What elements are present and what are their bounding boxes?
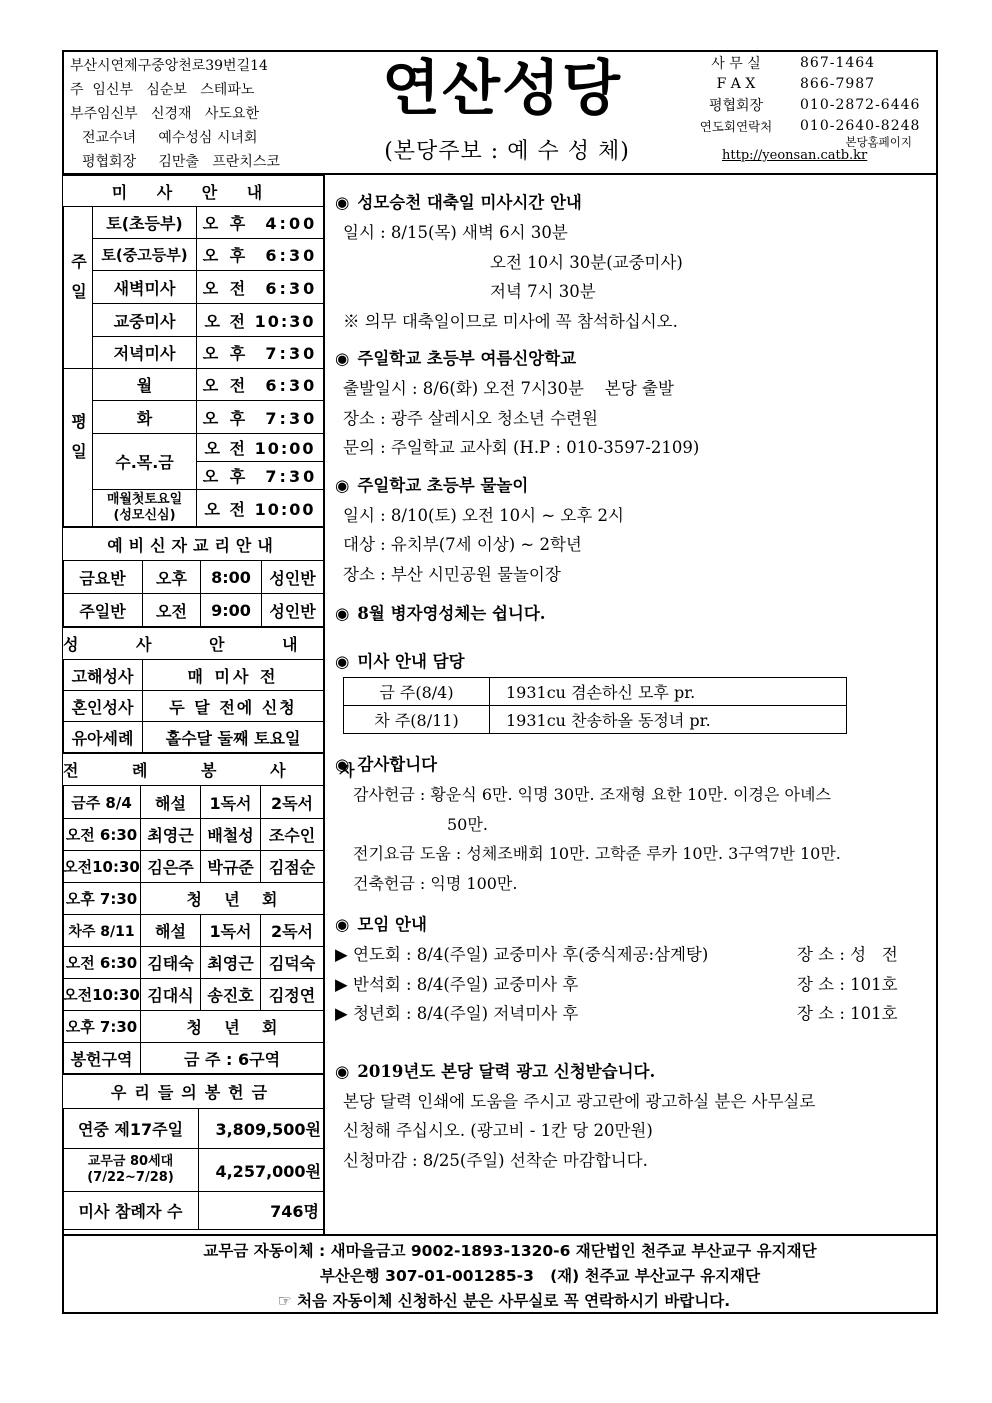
server-name: 김태숙 [141,947,201,979]
notice-line: 본당 달력 인쇄에 도움을 주시고 광고란에 광고하실 분은 사무실로 [343,1091,816,1111]
notice-line: 감사헌금 : 황운식 6만. 익명 30만. 조재형 요한 10만. 이경은 아녜스 [353,785,831,804]
server-name: 김점순 [261,851,324,883]
duty-legion: 1931cu 겸손하신 모후 pr. [490,678,847,706]
sunday-mass-name: 저녁미사 [93,337,197,369]
duty-week: 차 주(8/11) [344,706,490,734]
notice-line: 대상 : 유치부(7세 이상) ~ 2학년 [343,535,582,554]
notice-title: ◉ 성모승천 대축일 미사시간 안내 [335,188,931,218]
servers-time: 오전10:30 [63,851,141,883]
notice-title: ◉ 미사 안내 담당 [335,647,931,677]
sunday-mass-time: 오 전 10:30 [197,304,324,337]
notice-line: 장소 : 부산 시민공원 물놀이장 [343,564,561,584]
sacraments-table [62,627,324,753]
offerings-title: 우리들의봉헌금 [63,1075,324,1109]
sunday-mass-time: 오 후 4:00 [197,207,324,239]
notice-line: 일시 : 8/10(토) 오전 10시 ~ 오후 2시 [343,505,624,525]
footer [62,1234,938,1314]
servers-col: 2독서 [261,786,324,819]
contact-fax: F A X 866-7987 [716,75,876,92]
sunday-mass-name: 토(중고등부) [93,239,197,271]
offering-name: 교무금 80세대 (7/22~7/28) [63,1149,199,1192]
sunday-mass-time: 오 전 6:30 [197,271,324,304]
pastor: 주 임신부 심순보 스테파노 [70,82,255,98]
notice-title: ◉ 주일학교 초등부 여름신앙학교 [335,344,931,374]
sacrament-name: 유아세례 [63,722,143,753]
contact-notice: ☞ 처음 자동이체 신청하신 분은 사무실로 꼭 연락하시기 바랍니다. [277,1292,731,1310]
offering-name: 연중 제17주일 [63,1109,199,1149]
meeting-row: ▶ 청년회 : 8/4(주일) 저녁미사 후 장 소 : 101호 [335,1004,898,1023]
notice-line: 전기요금 도움 : 성체조배회 10만. 고학준 루카 10만. 3구역7반 10만. [353,844,841,863]
page-subtitle: (본당주보 : 예 수 성 체) [384,139,630,164]
weekday-mass-time: 오 전 6:30 [197,369,324,401]
weekday-label: 평일 [63,369,93,527]
offering-value: 4,257,000원 [199,1149,324,1192]
contact-council: 평협회장 010-2872-6446 [708,96,921,114]
contact-info [682,52,934,163]
server-name: 최영근 [141,819,201,851]
mass-duty-table [343,677,847,734]
server-name: 조수인 [261,819,324,851]
notice-line: 신청해 주십시오. (광고비 - 1칸 당 20만원) [343,1121,653,1140]
sacrament-value: 매 미사 전 [143,660,324,691]
notice-line: 출발일시 : 8/6(화) 오전 7시30분 본당 출발 [343,379,674,398]
header [62,50,938,175]
servers-col: 1독서 [201,915,261,947]
servers-col: 해설 [141,786,201,819]
meeting-row: ▶ 반석회 : 8/4(주일) 교중미사 후 장 소 : 101호 [335,974,898,994]
notice-line: 건축헌금 : 익명 100만. [353,873,518,893]
duty-week: 금 주(8/4) [344,678,490,706]
server-name: 최영근 [201,947,261,979]
sunday-mass-name: 새벽미사 [93,271,197,304]
servers-time: 오후 7:30 [63,883,141,915]
attendance-label: 미사 참례자 수 [63,1192,199,1230]
notice-line: 일시 : 8/15(목) 새벽 6시 30분 [343,223,568,242]
notice-title: ◉ 모임 안내 [335,910,931,940]
class-name: 주일반 [63,594,143,627]
servers-time: 오전10:30 [63,979,141,1011]
notices [335,188,931,1175]
notice-line: 장소 : 광주 살레시오 청소년 수련원 [343,408,598,428]
homepage-link[interactable]: http://yeonsan.catb.kr [722,148,868,163]
sunday-mass-time: 오 후 7:30 [197,337,324,369]
bank-account-info: 부산은행 307-01-001285-3 (재) 천주교 부산교구 유지재단 [319,1267,761,1285]
weekday-mass-time: 오 후 7:30 [197,462,324,490]
server-name: 김정연 [261,979,324,1011]
first-saturday-mass: 매월첫토요일 (성모신심) [93,490,197,527]
offering-area-value: 금 주 : 6구역 [141,1043,324,1074]
contact-funeral: 연도회연락처 010-2640-8248 [699,117,921,134]
bullet-arrow-icon: ▶ [335,945,353,964]
class-time: 8:00 [201,561,262,594]
offerings-table [62,1074,324,1230]
notice-title: ◉ 감사합니다 [335,750,931,780]
servers-col: 1독서 [201,786,261,819]
server-name: 김대식 [141,979,201,1011]
sister: 전교수녀 예수성심 시녀회 [82,130,258,146]
class-name: 금요반 [63,561,143,594]
class-time: 9:00 [201,594,262,627]
left-table [62,175,324,527]
server-name: 배철성 [201,819,261,851]
servers-title: 전 례 봉 사 자 [63,754,324,786]
notice-title: ◉ 8월 병자영성체는 쉽니다. [335,599,931,629]
server-group: 청 년 회 [141,1011,324,1043]
servers-col: 해설 [141,915,201,947]
servers-week: 차주 8/11 [63,915,141,947]
duty-legion: 1931cu 찬송하올 동정녀 pr. [490,706,847,734]
homepage-label: 본당홈페이지 [845,135,912,149]
auto-transfer-info: 교무금 자동이체 : 새마을금고 9002-1893-1320-6 재단법인 천주교 부산교구 유지재단 [203,1242,817,1260]
notice-title: ◉ 주일학교 초등부 물놀이 [335,471,931,501]
parish-info [70,54,332,174]
left-column [62,175,379,1234]
class-target: 성인반 [262,594,324,627]
notice-line: 오전 10시 30분(교중미사) [490,252,683,272]
notice-line: 저녁 7시 30분 [490,282,596,301]
notice-line: 문의 : 주일학교 교사회 (H.P : 010-3597-2109) [343,438,700,457]
server-name: 김은주 [141,851,201,883]
server-name: 박규준 [201,851,261,883]
servers-table [62,753,379,1074]
weekday-mass-name: 화 [93,401,197,434]
sunday-mass-time: 오 후 6:30 [197,239,324,271]
sunday-mass-name: 토(초등부) [93,207,197,239]
notice-line: 신청마감 : 8/25(주일) 선착순 마감합니다. [343,1150,648,1170]
weekday-mass-time: 오 전 10:00 [197,434,324,462]
address: 부산시연제구중앙천로39번길14 [70,58,268,74]
servers-time: 오전 6:30 [63,819,141,851]
sacraments-title: 성 사 안 내 [63,628,324,660]
weekday-mass-time: 오 후 7:30 [197,401,324,434]
sunday-mass-name: 교중미사 [93,304,197,337]
offering-area-label: 봉헌구역 [63,1043,141,1074]
servers-time: 오전 6:30 [63,947,141,979]
notice-line: 50만. [447,814,488,834]
weekday-mass-name: 월 [93,369,197,401]
weekday-mass-name: 수.목.금 [93,434,197,490]
servers-time: 오후 7:30 [63,1011,141,1043]
server-group: 청 년 회 [141,883,324,915]
notice-line: ※ 의무 대축일이므로 미사에 꼭 참석하십시오. [343,311,678,331]
class-target: 성인반 [262,561,324,594]
sunday-label: 주일 [63,207,93,369]
catechumen-table [62,527,324,627]
attendance-value: 746명 [199,1192,324,1230]
mass-guide-title: 미 사 안 내 [63,176,324,207]
contact-office: 사 무 실 867-1464 [711,54,876,72]
sacrament-name: 고해성사 [63,660,143,691]
meeting-row: ▶ 연도회 : 8/4(주일) 교중미사 후(중식제공:삼계탕) 장 소 : 성 전 [335,945,898,964]
weekday-mass-time: 오 전 10:00 [197,490,324,527]
council-president: 평협회장 김만출 프란치스코 [82,154,280,170]
sacrament-name: 혼인성사 [63,691,143,722]
server-name: 송진호 [201,979,261,1011]
offering-value: 3,809,500원 [199,1109,324,1149]
servers-week: 금주 8/4 [63,786,141,819]
page-title: 연산성당 [382,54,622,124]
servers-col: 2독서 [261,915,324,947]
class-ampm: 오후 [143,561,201,594]
sacrament-value: 홀수달 둘째 토요일 [143,722,324,753]
assistant-pastor: 부주임신부 신경재 사도요한 [70,106,259,122]
catechumen-title: 예비신자교리안내 [63,528,324,561]
server-name: 김덕숙 [261,947,324,979]
class-ampm: 오전 [143,594,201,627]
bullet-arrow-icon: ▶ [335,974,353,994]
notice-title: ◉ 2019년도 본당 달력 광고 신청받습니다. [335,1057,931,1087]
bullet-arrow-icon: ▶ [335,1004,353,1023]
sacrament-value: 두 달 전에 신청 [143,691,324,722]
